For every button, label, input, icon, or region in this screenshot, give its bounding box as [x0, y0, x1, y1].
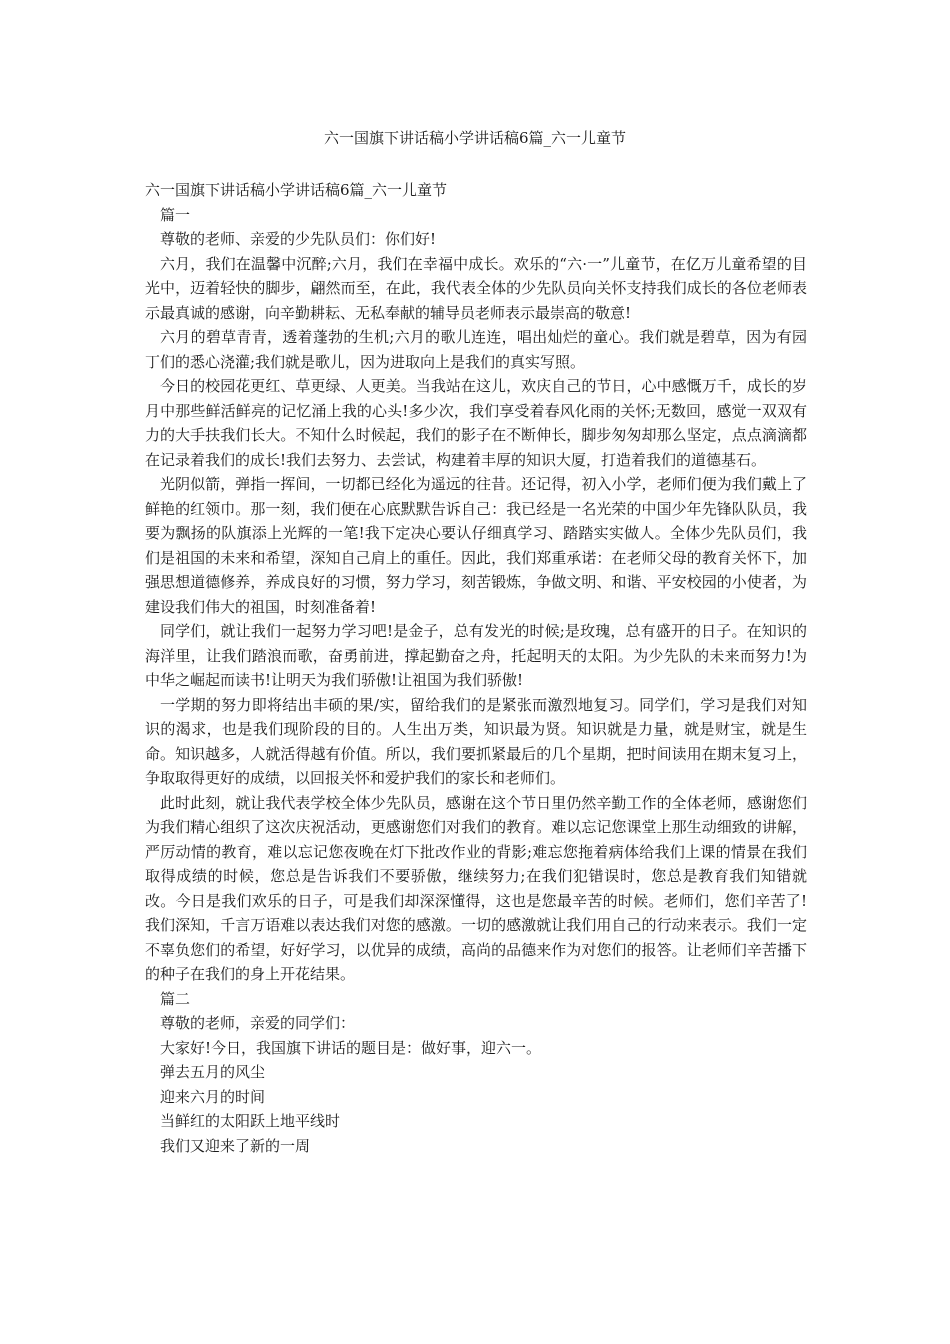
paragraph: 六一国旗下讲话稿小学讲话稿6篇_六一儿童节 [145, 181, 448, 199]
paragraph: 尊敬的老师、亲爱的少先队员们：你们好! [160, 230, 437, 248]
paragraph: 光阴似箭，弹指一挥间，一切都已经化为遥远的往昔。还记得，初入小学，老师们便为我们戴上了鲜艳的红领巾。那一刻，我们便在心底默默告诉自己：我已经是一名光荣的中国少年先锋队队员，我要为飘扬的队旗添上光辉的一笔!我下定决心要认仔细真学习、踏踏实实做人。全体少先队员们，我们是祖国的未来和希望，深知自己肩上的重任。因此，我们郑重承诺：在老师父母的教育关怀下，加强思想道德修养，养成良好的习惯，努力学习，刻苦锻炼，争做文明、和谐、平安校园的小使者，为建设我们伟大的祖国，时刻准备着! [145, 475, 807, 616]
paragraph: 我们又迎来了新的一周 [160, 1136, 311, 1155]
paragraph: 篇二 [160, 989, 191, 1008]
paragraph: 此时此刻，就让我代表学校全体少先队员，感谢在这个节日里仍然辛勤工作的全体老师，感谢您们为我们精心组织了这次庆祝活动，更感谢您们对我们的教育。难以忘记您课堂上那生动细致的讲解，严厉动情的教育，难以忘记您夜晚在灯下批改作业的背影;难忘您拖着病体给我们上课的情景在我们取得成绩的时候，您总是告诉我们不要骄傲，继续努力;在我们犯错误时，您总是教育我们知错就改。今日是我们欢乐的日子，可是我们却深深懂得，这也是您最辛苦的时候。老师们，您们辛苦了!我们深知，千言万语难以表达我们对您的感激。一切的感激就让我们用自己的行动来表示。我们一定不辜负您们的希望，好好学习，以优异的成绩，高尚的品德来作为对您们的报答。让老师们辛苦播下的种子在我们的身上开花结果。 [145, 793, 807, 983]
paragraph: 大家好!今日，我国旗下讲话的题目是：做好事，迎六一。 [160, 1038, 542, 1057]
paragraph: 弹去五月的风尘 [160, 1063, 266, 1081]
document-body [145, 178, 807, 1158]
paragraph: 六月，我们在温馨中沉醉;六月，我们在幸福中成长。欢乐的“六·一”儿童节，在亿万儿童希望的目光中，迈着轻快的脚步，翩然而至，在此，我代表全体的少先队员向关怀支持我们成长的各位老师表示最真诚的感谢，向辛勤耕耘、无私奉献的辅导员老师表示最崇高的敬意! [145, 254, 807, 322]
paragraph: 当鲜红的太阳跃上地平线时 [160, 1112, 341, 1130]
paragraph: 篇一 [160, 205, 191, 224]
paragraph: 一学期的努力即将结出丰硕的果/实，留给我们的是紧张而激烈地复习。同学们，学习是我们对知识的渴求，也是我们现阶段的目的。人生出万类，知识最为贤。知识就是力量，就是财宝，就是生命。知识越多，人就活得越有价值。所以，我们要抓紧最后的几个星期，把时间读用在期末复习上，争取取得更好的成绩，以回报关怀和爱护我们的家长和老师们。 [145, 695, 807, 787]
page-title: 六一国旗下讲话稿小学讲话稿6篇_六一儿童节 [323, 129, 627, 147]
paragraph: 尊敬的老师，亲爱的同学们： [160, 1014, 356, 1032]
paragraph: 六月的碧草青青，透着蓬勃的生机;六月的歌儿连连，唱出灿烂的童心。我们就是碧草，因为有园丁们的悉心浇灌;我们就是歌儿，因为进取向上是我们的真实写照。 [145, 328, 807, 371]
paragraph: 同学们，就让我们一起努力学习吧!是金子，总有发光的时候;是玫瑰，总有盛开的日子。在知识的海洋里，让我们踏浪而歌，奋勇前进，撑起勤奋之舟，托起明天的太阳。为少先队的未来而努力!为中华之崛起而读书!让明天为我们骄傲!让祖国为我们骄傲! [145, 622, 807, 689]
paragraph: 迎来六月的时间 [160, 1087, 266, 1106]
paragraph: 今日的校园花更红、草更绿、人更美。当我站在这儿，欢庆自己的节日，心中感慨万千，成长的岁月中那些鲜活鲜亮的记忆涌上我的心头!多少次，我们享受着春风化雨的关怀;无数回，感觉一双双有力的大手扶我们长大。不知什么时候起，我们的影子在不断伸长，脚步匆匆却那么坚定，点点滴滴都在记录着我们的成长!我们去努力、去尝试，构建着丰厚的知识大厦，打造着我们的道德基石。 [145, 377, 807, 469]
